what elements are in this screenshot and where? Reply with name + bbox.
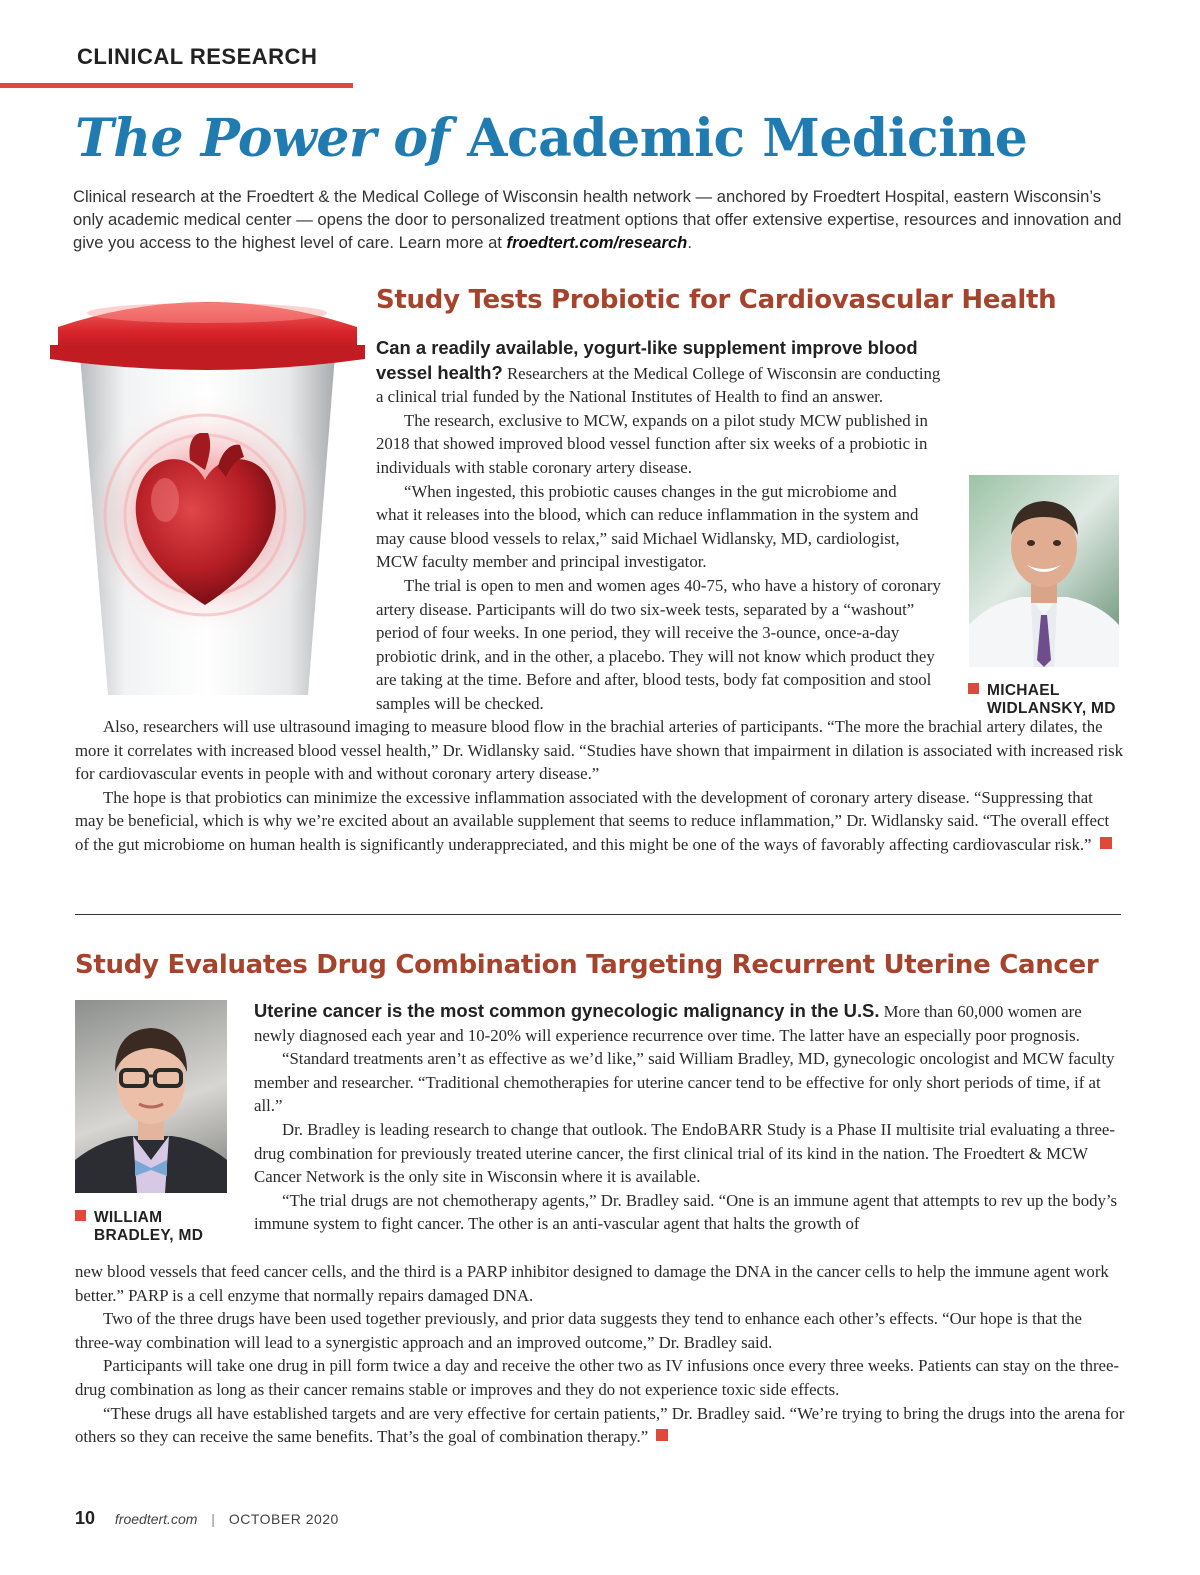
article2-p4a: “The trial drugs are not chemotherapy agents,” Dr. Bradley said. “One is an immune agent that attempts to rev up the body’s immune system to fight cancer. The other is an anti-vascular agent that halts the growth of [254,1190,1118,1234]
page-number: 10 [75,1508,96,1528]
research-link[interactable]: froedtert.com/research [506,233,688,252]
article2-lede: Uterine cancer is the most common gynecologic malignancy in the U.S. [254,1000,880,1021]
article2-full-text [75,1260,1125,1449]
section-rule [0,83,353,88]
caption-square-icon [75,1210,86,1221]
article2-p6: Participants will take one drug in pill form twice a day and receive the other two as IV infusions once every three weeks. Patients can stay on the three-drug combination as long as their cancer remains stable or improves and they do not experience toxic side effects. [75,1356,1120,1399]
end-mark-icon [1100,837,1112,849]
page-title [75,108,1175,169]
caption2-line2: BRADLEY, MD [94,1227,204,1244]
page-title-rest: Academic Medicine [467,108,1028,169]
article2-p7: “These drugs all have established targets and are very effective for certain patients,” Dr. Bradley said. “We’re trying to bring the drugs into the arena for others so they can receive the same benefits. That’s the goal of combination therapy.” [75,1403,1125,1447]
photo-michael-widlansky [969,475,1119,667]
article1-title: Study Tests Probiotic for Cardiovascular Health [376,285,1057,315]
article2-p3: Dr. Bradley is leading research to change that outlook. The EndoBARR Study is a Phase II multisite trial evaluating a three-drug combination for previously treated uterine cancer, the first clinical trial of its kind in the nation. The Froedtert & MCW Cancer Network is the only site in Wisconsin where it is available. [254,1119,1115,1187]
portrait-bradley-image [75,1000,227,1193]
article1-p4: The trial is open to men and women ages 40-75, who have a history of coronary artery disease. Participants will do two six-week tests, separated by a “washout” period of four weeks. In one period, they will receive the 3-ounce, once-a-day probiotic drink, and in the other, a placebo. They will not know which product they are taking at the time. Before and after, blood tests, body fat composition and stool samples will be checked. [376,575,941,713]
article2-title: Study Evaluates Drug Combination Targeting Recurrent Uterine Cancer [75,950,1099,980]
article1-p6: The hope is that probiotics can minimize the excessive inflammation associated with the development of coronary artery disease. “Suppressing that may be beneficial, which is why we’re excited about an available supplement that seems to reduce inflammation,” Dr. Widlansky said. “The overall effect of the gut microbiome on human health is significantly underappreciated, and this might be one of the ways of favorably affecting cardiovascular risk.” [75,787,1110,854]
article1-p6-wrap [75,786,1125,857]
page-footer [75,1508,339,1529]
article1-p2: The research, exclusive to MCW, expands on a pilot study MCW published in 2018 that showed improved blood vessel function after six weeks of a probiotic in individuals with stable coronary artery disease. [376,410,928,477]
article2-first-paragraph [254,999,1122,1047]
caption-square-icon [968,683,979,694]
section-label: CLINICAL RESEARCH [77,44,318,69]
caption-bradley [75,1209,203,1245]
caption2-line1: WILLIAM [94,1209,163,1226]
article2-p5: Two of the three drugs have been used together previously, and prior data suggests they tend to enhance each other’s effects. “Our hope is that the three-way combination will lead to a synergistic approach and an improved outcome,” Dr. Bradley said. [75,1309,1082,1352]
caption-widlansky [968,682,1116,718]
probiotic-cup-illustration [40,285,375,705]
portrait-widlansky-image [969,475,1119,667]
caption1-line2: WIDLANSKY, MD [987,700,1116,717]
article2-p4b: new blood vessels that feed cancer cells, and the third is a PARP inhibitor designed to damage the DNA in the cancer cells to help the immune agent work better.” PARP is a cell enzyme that normally repairs damaged DNA. [75,1262,1109,1305]
article1-column-text [376,336,942,716]
article1-p3: “When ingested, this probiotic causes changes in the gut microbiome and what it releases into the blood, which can reduce inflammation in the system and may cause blood vessels to relax,” said Michael Widlansky, MD, cardiologist, MCW faculty member and principal investigator. [376,481,919,572]
article1-lede: Can a readily available, yogurt-like supplement improve blood vessel health? [376,337,918,383]
article2-column-text [254,999,1122,1236]
intro-end: . [687,233,692,252]
article-divider [75,914,1121,915]
footer-site[interactable]: froedtert.com [114,1511,198,1527]
article2-p7-wrap [75,1402,1125,1449]
intro-text: Clinical research at the Froedtert & the Medical College of Wisconsin health network — anchored by Froedtert Hospital, eastern Wisconsin’s only academic medical center — opens the door to personalized treatment options that offer extensive expertise, resources and innovation and give you access to the highest level of care. Learn more at [73,187,1122,252]
article1-p5: Also, researchers will use ultrasound imaging to measure blood flow in the brachial arteries of participants. “The more the brachial artery dilates, the more it correlates with increased blood vessel health,” Dr. Widlansky said. “Studies have shown that impairment in dilation is associated with increased risk for cardiovascular events in people with and without coronary artery disease.” [75,717,1124,784]
footer-separator: | [211,1511,215,1527]
footer-date: OCTOBER 2020 [228,1511,339,1527]
article1-p1: Researchers at the Medical College of Wisconsin are conducting a clinical trial funded by the National Institutes of Health to find an answer. [376,363,941,407]
caption1-line1: MICHAEL [987,682,1060,699]
article2-p2: “Standard treatments aren’t as effective as we’d like,” said William Bradley, MD, gynecologic oncologist and MCW faculty member and researcher. “Traditional chemotherapies for uterine cancer tend to be effective for only short periods of time, if at all.” [254,1049,1115,1116]
intro-paragraph [73,185,1123,254]
page-title-italic: The Power of [75,108,450,169]
end-mark-icon [656,1429,668,1441]
photo-william-bradley [75,1000,227,1193]
article2-p1: More than 60,000 women are newly diagnosed each year and 10-20% will experience recurrence over time. The latter have an especially poor prognosis. [254,1002,1082,1045]
article1-full-text [75,715,1125,857]
article1-first-paragraph [376,336,942,409]
